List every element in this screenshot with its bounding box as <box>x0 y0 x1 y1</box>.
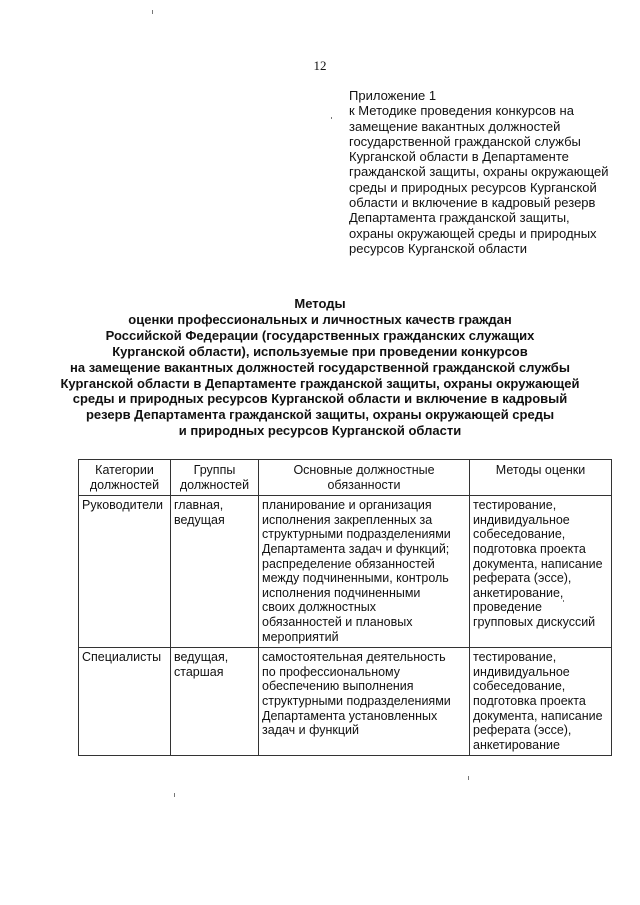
cell-category: Руководители <box>79 496 171 648</box>
appendix-line: Приложение 1 <box>349 88 437 103</box>
scan-speck <box>331 117 332 119</box>
scan-speck <box>468 776 469 780</box>
header-groups: Группы должностей <box>171 460 259 496</box>
appendix-line: к Методике проведения конкурсов на <box>349 103 574 119</box>
title-line: Методы <box>294 296 346 311</box>
cell-methods: тестирование, индивидуальное собеседование, подготовка проекта документа, написание реферата (эссе), анкетирование, проведение групповых дискуссий <box>470 496 612 648</box>
table-row <box>79 648 612 756</box>
title-line: Курганской области), используемые при проведении конкурсов <box>112 343 528 359</box>
title-line: Российской Федерации (государственных гражданских служащих <box>105 327 535 343</box>
header-duties: Основные должностные обязанности <box>259 460 470 496</box>
table-header-row <box>79 460 612 496</box>
appendix-line: охраны окружающей среды и природных <box>349 225 597 241</box>
title-line: оценки профессиональных и личностных качеств граждан <box>128 311 512 327</box>
table-row <box>79 496 612 648</box>
title-line: на замещение вакантных должностей государственной гражданской службы <box>70 359 570 375</box>
header-category: Категории должностей <box>79 460 171 496</box>
page-number: 12 <box>313 58 327 73</box>
methods-table <box>78 459 612 756</box>
title-line: и природных ресурсов Курганской области <box>178 423 462 439</box>
scan-speck <box>174 793 175 797</box>
scan-speck <box>563 600 564 602</box>
appendix-line: среды и природных ресурсов Курганской <box>349 179 597 195</box>
appendix-line: области и включение в кадровый резерв <box>349 195 596 211</box>
appendix-line: ресурсов Курганской области <box>349 240 528 256</box>
title-line: резерв Департамента гражданской защиты, охраны окружающей среды <box>85 407 555 423</box>
appendix-line: государственной гражданской службы <box>349 133 581 149</box>
cell-groups: главная, ведущая <box>171 496 259 648</box>
cell-duties: планирование и организация исполнения закрепленных за структурными подразделениями Департамента задач и функций; распределение обязанностей между подчиненными, контроль исполнения подчиненными своих должностных обязанностей и плановых мероприятий <box>259 496 470 648</box>
title-line: Курганской области в Департаменте гражданской защиты, охраны окружающей <box>60 375 580 391</box>
title-line: среды и природных ресурсов Курганской области и включение в кадровый <box>72 391 568 407</box>
appendix-note <box>349 88 611 256</box>
scan-speck <box>152 10 153 14</box>
appendix-line: замещение вакантных должностей <box>349 118 561 134</box>
cell-duties: самостоятельная деятельность по профессиональному обеспечению выполнения структурными подразделениями Департамента установленных задач и функций <box>259 648 470 756</box>
appendix-line: Департамента гражданской защиты, <box>349 210 570 226</box>
cell-category: Специалисты <box>79 648 171 756</box>
appendix-line: гражданской защиты, охраны окружающей <box>349 164 609 180</box>
document-title <box>0 296 640 439</box>
cell-methods: тестирование, индивидуальное собеседование, подготовка проекта документа, написание реферата (эссе), анкетирование <box>470 648 612 756</box>
appendix-line: Курганской области в Департаменте <box>349 149 569 165</box>
cell-groups: ведущая, старшая <box>171 648 259 756</box>
header-methods: Методы оценки <box>470 460 612 496</box>
